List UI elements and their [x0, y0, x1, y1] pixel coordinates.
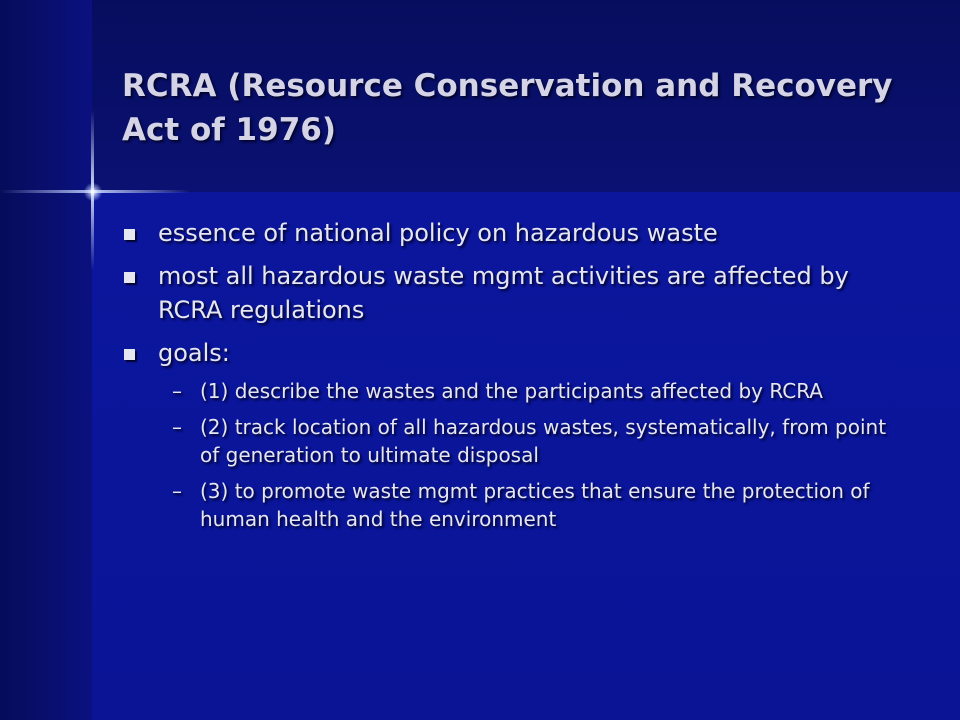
bullet-text: goals:	[158, 339, 230, 367]
bullet-text: most all hazardous waste mgmt activities are affected by RCRA regulations	[158, 262, 849, 324]
sub-bullet-text: (3) to promote waste mgmt practices that ensure the protection of human health and the environment	[200, 479, 870, 531]
sub-bullet-item	[120, 413, 900, 469]
dash-bullet-icon: –	[172, 415, 182, 439]
dash-bullet-icon: –	[172, 379, 182, 403]
bullet-item	[120, 259, 900, 327]
bullet-text: essence of national policy on hazardous waste	[158, 219, 718, 247]
light-flare-icon	[84, 183, 102, 201]
slide-title: RCRA (Resource Conservation and Recovery Act of 1976)	[122, 68, 893, 148]
sub-bullet-text: (1) describe the wastes and the participants affected by RCRA	[200, 379, 823, 403]
bullet-item	[120, 216, 900, 250]
slide-body	[120, 216, 900, 541]
square-bullet-icon	[124, 349, 135, 360]
sub-bullet-item	[120, 477, 900, 533]
square-bullet-icon	[124, 229, 135, 240]
square-bullet-icon	[124, 272, 135, 283]
bullet-item	[120, 336, 900, 370]
sub-bullet-item	[120, 377, 900, 405]
sub-bullet-text: (2) track location of all hazardous wastes, systematically, from point of generation to ultimate disposal	[200, 415, 887, 467]
goals-sub-list	[120, 377, 900, 533]
dash-bullet-icon: –	[172, 479, 182, 503]
background-left-band	[0, 0, 92, 720]
